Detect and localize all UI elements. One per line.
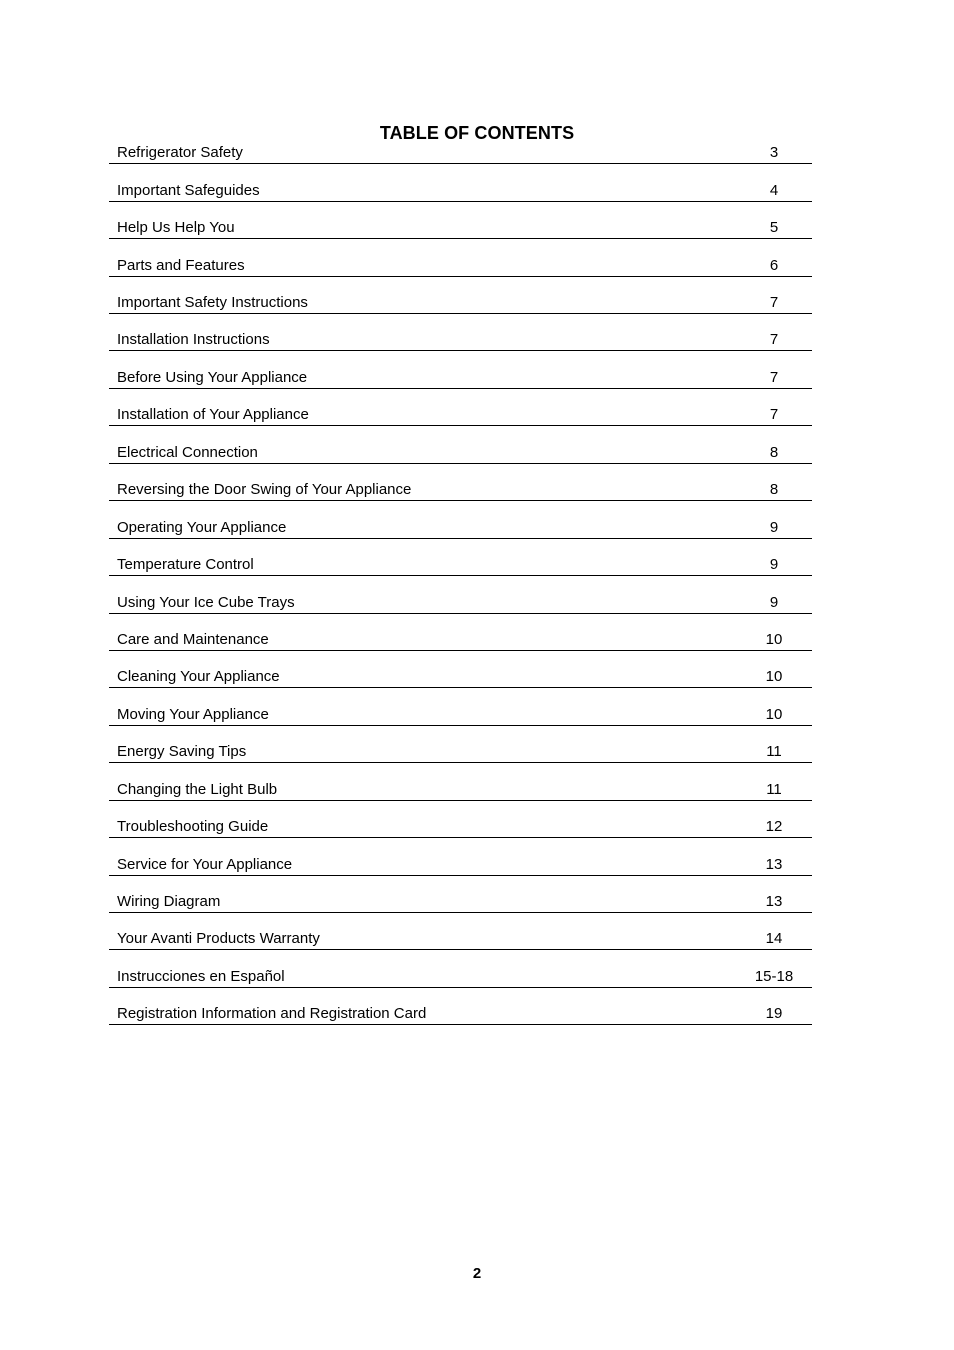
toc-entry-label: Care and Maintenance: [117, 630, 269, 648]
toc-entry-page: 6: [769, 256, 779, 274]
toc-entry-page: 9: [769, 593, 779, 611]
toc-entry-page: 11: [766, 743, 782, 761]
toc-entry: [109, 689, 812, 725]
toc-entry-page: 14: [765, 930, 783, 948]
toc-entry-label: Installation of Your Appliance: [117, 406, 309, 424]
toc-entry-label: Instrucciones en Español: [117, 967, 285, 985]
toc-entry-page: 7: [769, 331, 779, 349]
toc-entry-label: Temperature Control: [117, 556, 254, 574]
toc-entry-label: Service for Your Appliance: [117, 855, 293, 873]
toc-entry-page: 5: [769, 219, 779, 237]
toc-entry: [109, 165, 812, 201]
toc-entry-page: 7: [769, 368, 779, 386]
toc-entry: [109, 540, 812, 576]
toc-entry: [109, 952, 812, 988]
toc-entry: [109, 764, 812, 800]
toc-entry-page: 12: [765, 818, 783, 836]
table-of-contents: [109, 138, 812, 1026]
toc-entry-label: Important Safeguides: [117, 181, 260, 199]
toc-entry-label: Help Us Help You: [117, 219, 235, 237]
toc-entry: [109, 353, 812, 389]
toc-entry-page: 9: [769, 518, 779, 536]
toc-entry-page: 13: [765, 855, 783, 873]
toc-entry-label: Moving Your Appliance: [117, 705, 269, 723]
toc-entry: [109, 390, 812, 426]
toc-entry-label: Cleaning Your Appliance: [117, 668, 280, 686]
toc-entry-label: Installation Instructions: [117, 331, 270, 349]
toc-entry: [109, 652, 812, 688]
toc-entry-page: 8: [769, 481, 779, 499]
toc-entry-label: Important Safety Instructions: [117, 294, 308, 312]
toc-entry: [109, 502, 812, 538]
page-number: 2: [472, 1265, 482, 1282]
toc-entry-page: 19: [765, 1005, 783, 1023]
toc-entry-page: 13: [765, 893, 783, 911]
toc-entry-label: Changing the Light Bulb: [117, 780, 278, 798]
toc-entry-page: 3: [769, 144, 779, 162]
toc-entry-label: Troubleshooting Guide: [117, 818, 269, 836]
toc-entry: [109, 877, 812, 913]
toc-entry-label: Using Your Ice Cube Trays: [117, 593, 295, 611]
toc-entry: [109, 615, 812, 651]
toc-entry: [109, 465, 812, 501]
toc-entry: [109, 727, 812, 763]
toc-entry: [109, 203, 812, 239]
toc-entry-page: 10: [765, 630, 783, 648]
toc-entry-page: 15-18: [754, 967, 794, 985]
toc-entry: [109, 577, 812, 613]
toc-entry-label: Reversing the Door Swing of Your Appliance: [117, 481, 412, 499]
toc-entry: [109, 914, 812, 950]
toc-entry-page: 11: [766, 780, 782, 798]
toc-entry-label: Energy Saving Tips: [117, 743, 247, 761]
toc-entry: [109, 240, 812, 276]
toc-entry-label: Refrigerator Safety: [117, 144, 243, 162]
toc-entry-page: 4: [769, 181, 779, 199]
toc-entry-page: 9: [769, 556, 779, 574]
toc-entry: [109, 802, 812, 838]
toc-title: TABLE OF CONTENTS: [379, 123, 575, 143]
toc-entry-label: Electrical Connection: [117, 443, 258, 461]
toc-entry-label: Operating Your Appliance: [117, 518, 287, 536]
toc-entry: [109, 315, 812, 351]
toc-entry-label: Wiring Diagram: [117, 893, 221, 911]
toc-entry-label: Parts and Features: [117, 256, 245, 274]
toc-entry: [109, 138, 812, 164]
toc-entry: [109, 278, 812, 314]
toc-entry-label: Your Avanti Products Warranty: [117, 930, 320, 948]
toc-entry: [109, 427, 812, 463]
toc-entry-page: 8: [769, 443, 779, 461]
toc-entry-page: 10: [765, 668, 783, 686]
toc-entry-page: 10: [765, 705, 783, 723]
toc-entry-page: 7: [769, 406, 779, 424]
toc-entry-label: Before Using Your Appliance: [117, 368, 308, 386]
toc-entry-label: Registration Information and Registration Card: [117, 1005, 427, 1023]
toc-entry: [109, 839, 812, 875]
toc-entry-page: 7: [769, 294, 779, 312]
toc-entry: [109, 989, 812, 1025]
